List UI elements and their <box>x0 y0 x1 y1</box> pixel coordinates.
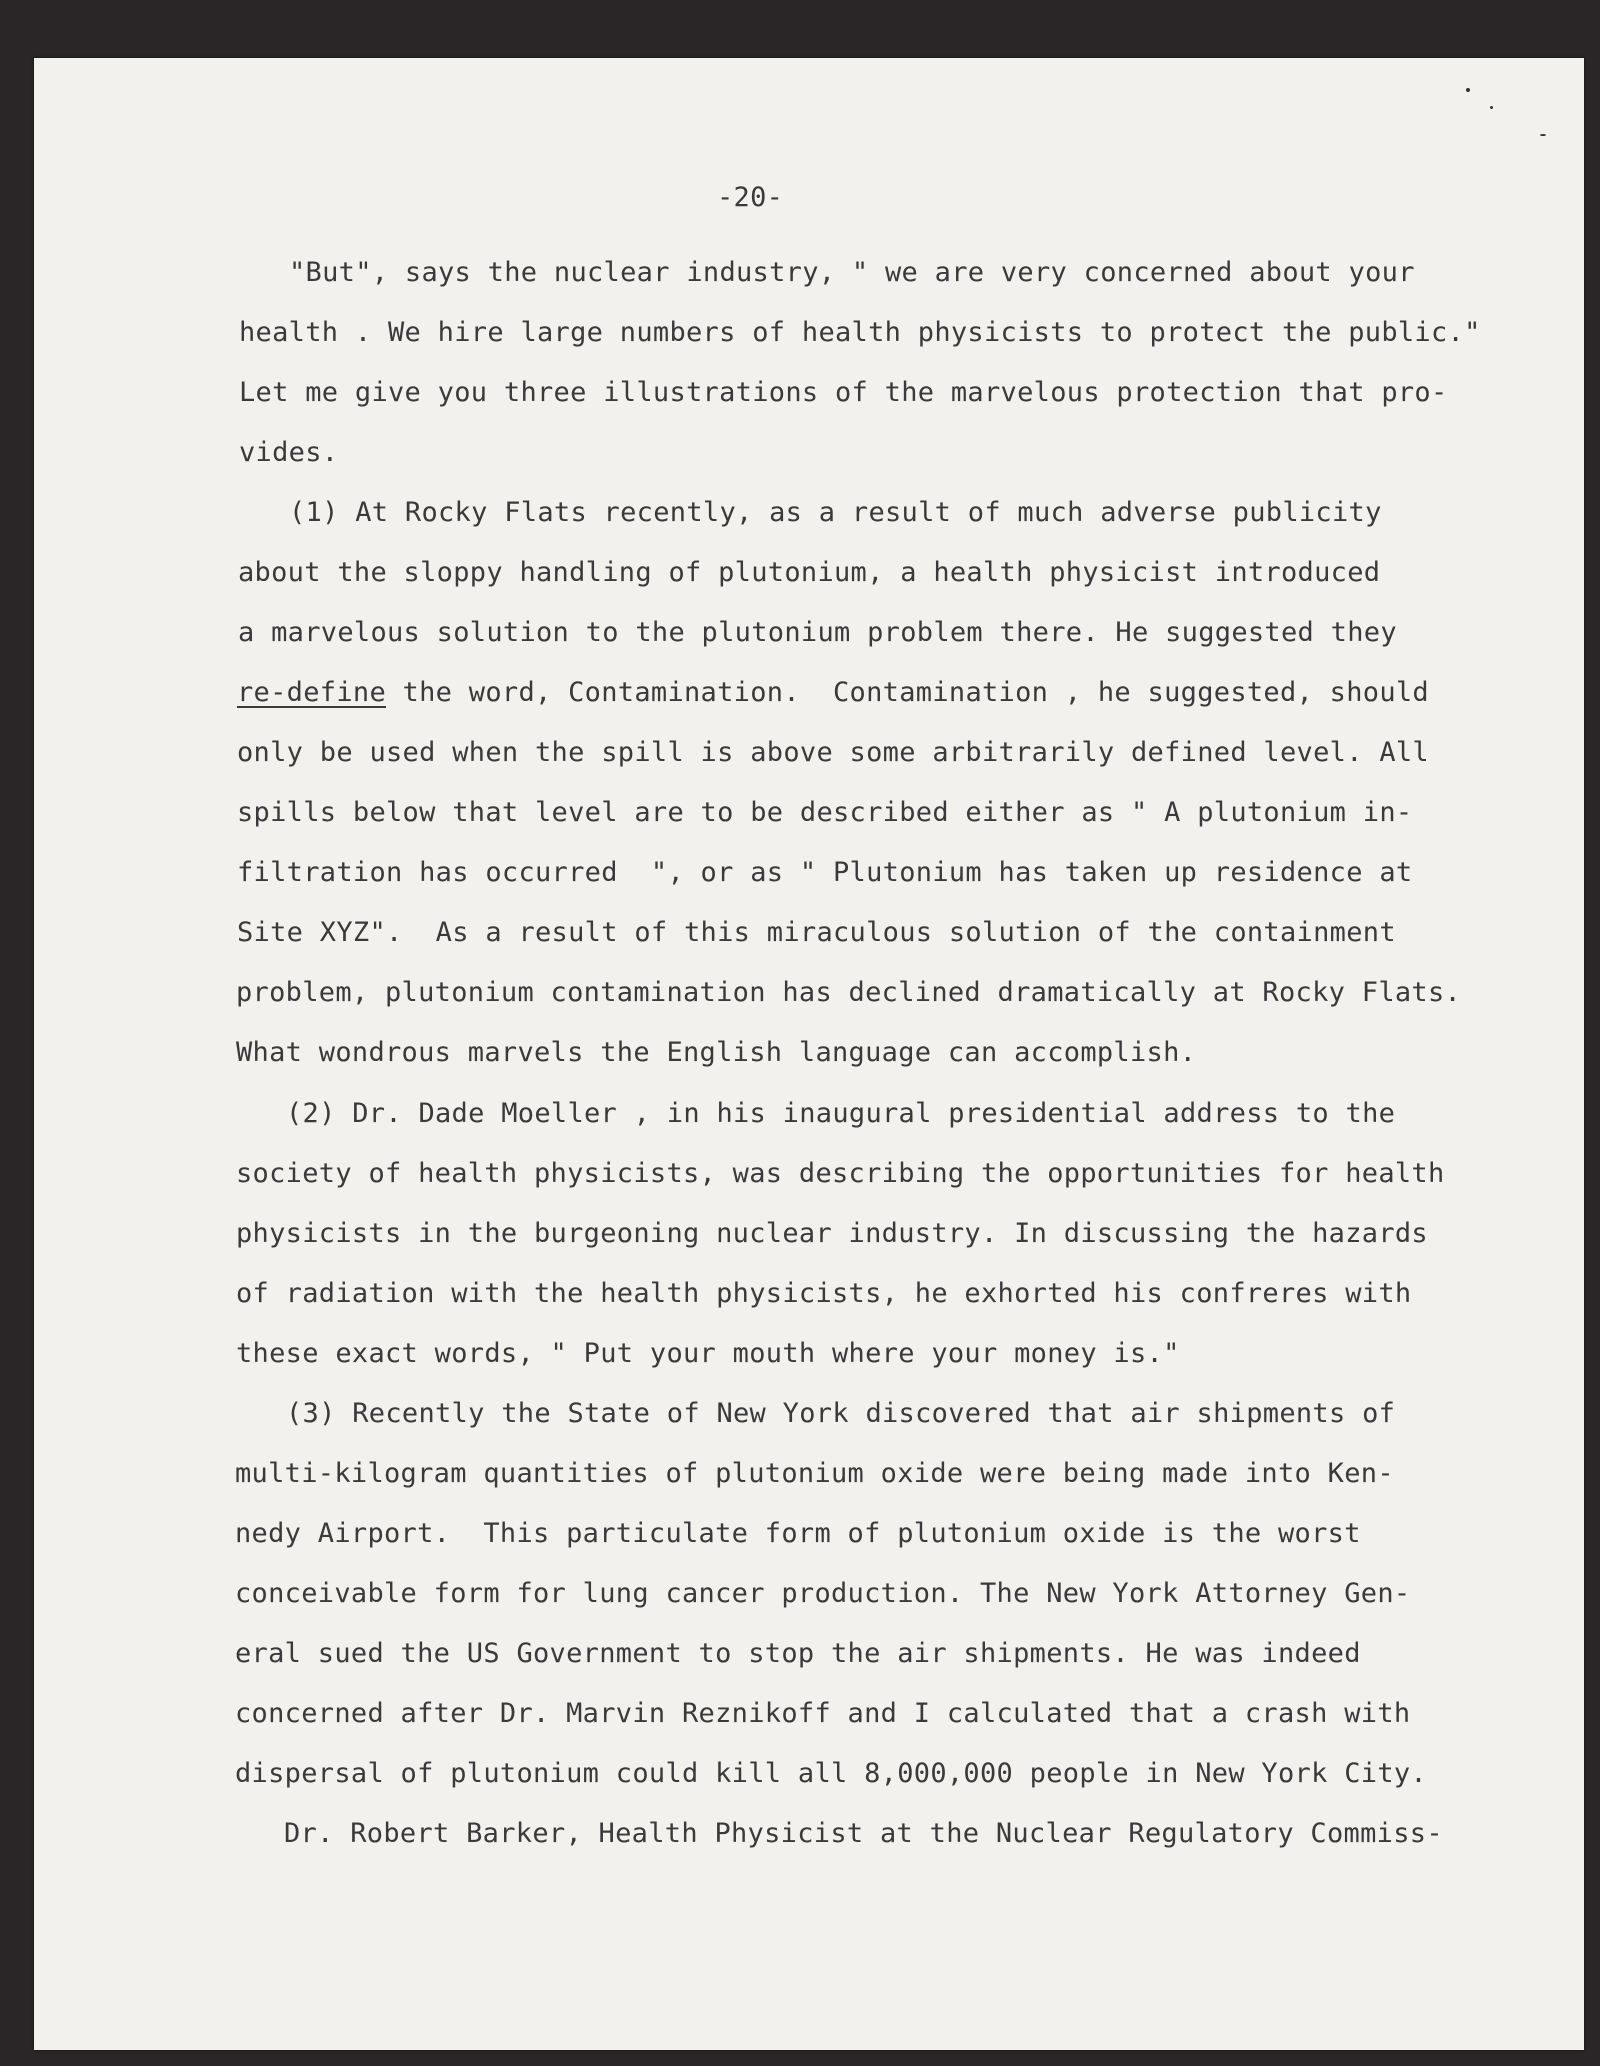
text-line: (3) Recently the State of New York discovered that air shipments of <box>286 1398 1396 1429</box>
text-line: nedy Airport. This particulate form of plutonium oxide is the worst <box>235 1518 1361 1549</box>
document-page <box>34 58 1584 2050</box>
text-line: a marvelous solution to the plutonium problem there. He suggested they <box>238 617 1397 648</box>
text-line: health . We hire large numbers of health physicists to protect the public." <box>239 317 1481 348</box>
underlined-word: re-define <box>237 677 386 708</box>
text-line: these exact words, " Put your mouth where your money is." <box>236 1338 1180 1369</box>
text-line: society of health physicists, was describing the opportunities for health <box>236 1158 1445 1189</box>
text-line: vides. <box>239 437 339 468</box>
text-line: (2) Dr. Dade Moeller , in his inaugural presidential address to the <box>286 1098 1396 1129</box>
text-line: conceivable form for lung cancer production. The New York Attorney Gen- <box>235 1578 1411 1609</box>
text-line <box>237 677 1429 709</box>
text-line: Site XYZ". As a result of this miraculous solution of the containment <box>237 917 1396 948</box>
page-number: -20- <box>717 182 784 213</box>
text-line: of radiation with the health physicists, he exhorted his confreres with <box>236 1278 1412 1309</box>
text-line: Dr. Robert Barker, Health Physicist at the Nuclear Regulatory Commiss- <box>284 1818 1443 1849</box>
text-line: spills below that level are to be described either as " A plutonium in- <box>237 797 1413 828</box>
text-line: physicists in the burgeoning nuclear industry. In discussing the hazards <box>236 1218 1428 1249</box>
text-line: about the sloppy handling of plutonium, a health physicist introduced <box>238 557 1381 588</box>
text-line: multi-kilogram quantities of plutonium oxide were being made into Ken- <box>235 1458 1394 1489</box>
text-line: What wondrous marvels the English language can accomplish. <box>236 1037 1197 1068</box>
text-line: (1) At Rocky Flats recently, as a result of much adverse publicity <box>289 497 1382 528</box>
text-line: dispersal of plutonium could kill all 8,000,000 people in New York City. <box>235 1758 1427 1789</box>
text-line: "But", says the nuclear industry, " we are very concerned about your <box>289 257 1415 288</box>
text-line: eral sued the US Government to stop the air shipments. He was indeed <box>235 1638 1361 1669</box>
text-line: problem, plutonium contamination has declined dramatically at Rocky Flats. <box>236 977 1462 1008</box>
text-line: only be used when the spill is above some arbitrarily defined level. All <box>237 737 1429 768</box>
text-line: Let me give you three illustrations of the marvelous protection that pro- <box>239 377 1448 408</box>
text-line-rest: the word, Contamination. Contamination , he suggested, should <box>386 677 1429 708</box>
text-line: concerned after Dr. Marvin Reznikoff and I calculated that a crash with <box>235 1698 1411 1729</box>
text-line: filtration has occurred ", or as " Plutonium has taken up residence at <box>237 857 1413 888</box>
typed-text <box>34 58 1584 2050</box>
